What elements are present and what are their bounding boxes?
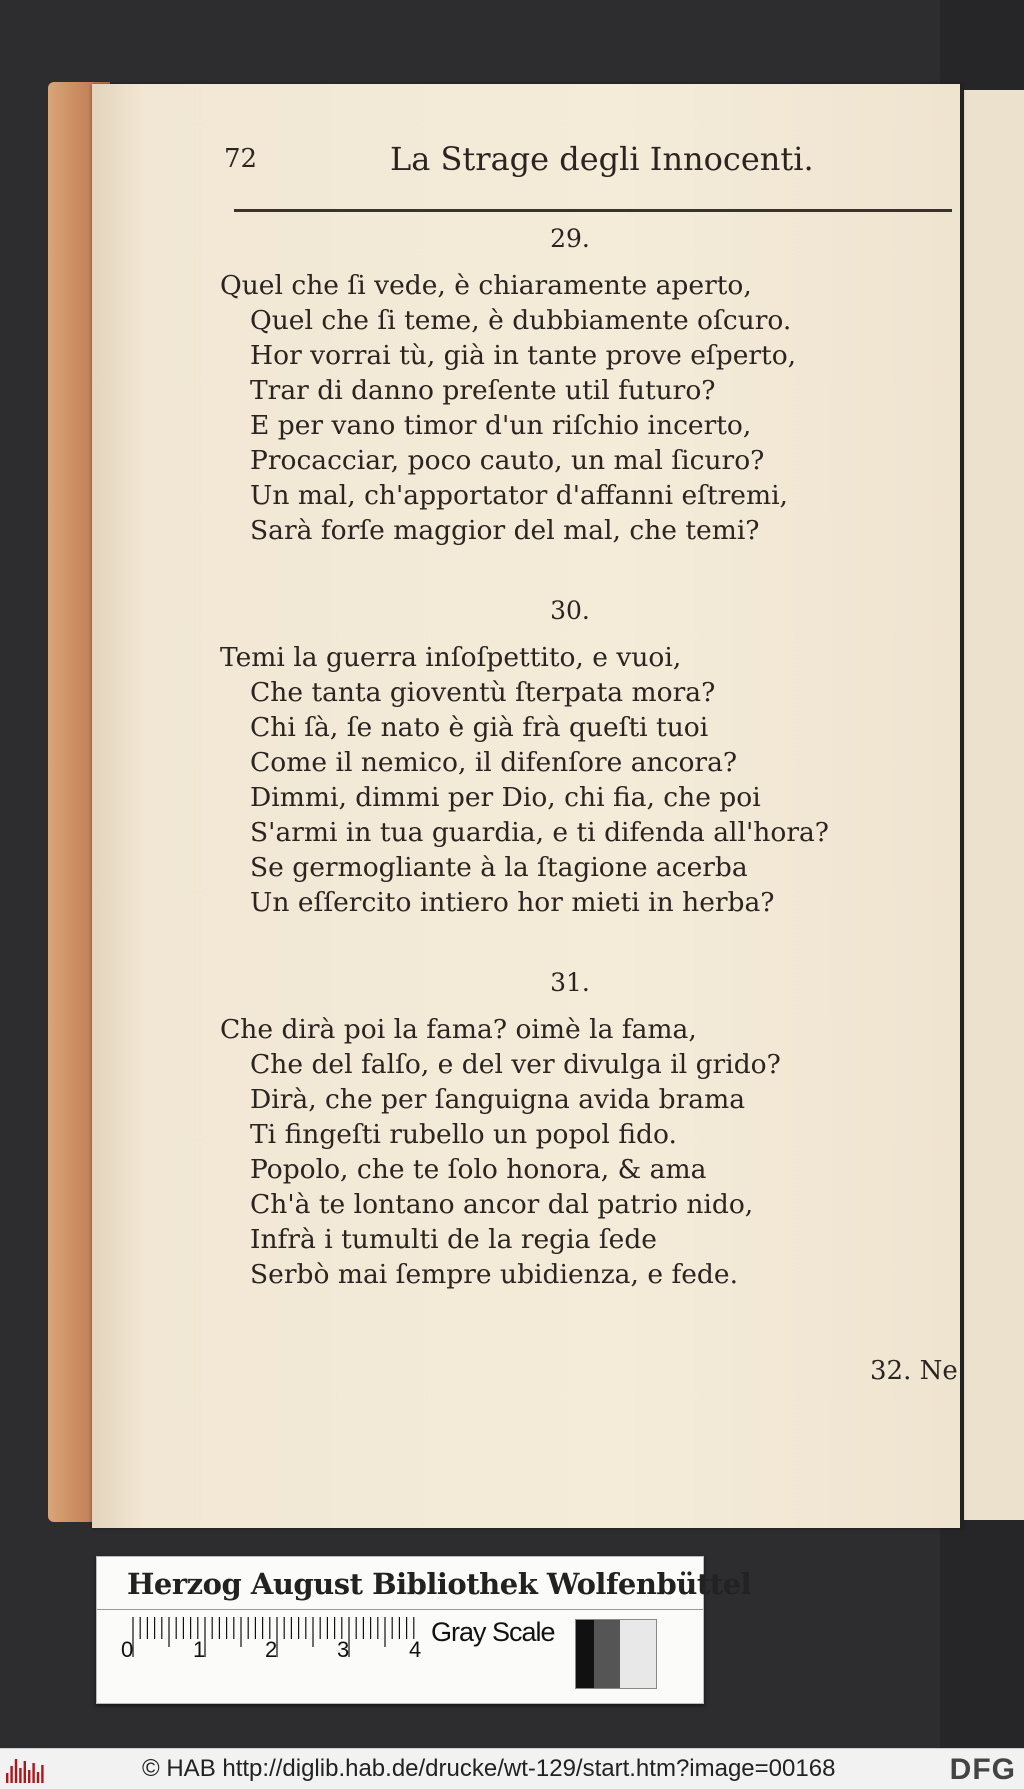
verse-line: Hor vorrai tù, già in tante prove eſperto, — [250, 340, 797, 371]
header-title: La Strage degli Innocenti. — [390, 140, 814, 178]
stanza-number: 29. — [550, 224, 590, 253]
target-divider — [97, 1609, 703, 1610]
stanza-number: 30. — [550, 596, 590, 625]
header-rule — [234, 209, 952, 212]
verse-line: Chi ſà, ſe nato è già frà queſti tuoi — [250, 712, 709, 743]
hab-logo-bar — [37, 1772, 39, 1783]
verse-line: Dirà, che per ſanguigna avida brama — [250, 1084, 746, 1115]
hab-logo-bar — [10, 1766, 12, 1783]
ruler-label: 2 — [265, 1637, 278, 1662]
verse-line: Un mal, ch'apportator d'affanni eſtremi, — [250, 480, 788, 511]
facing-page-edge — [962, 90, 1024, 1520]
verse-line: Che tanta gioventù ſterpata mora? — [250, 677, 716, 708]
verse-line: Quel che ſi vede, è chiaramente aperto, — [220, 270, 752, 301]
book-gutter — [960, 84, 964, 1528]
verse-line: Trar di danno preſente util futuro? — [250, 375, 716, 406]
verse-line: Sarà forſe maggior del mal, che temi? — [250, 515, 760, 546]
footer-bar — [0, 1748, 1024, 1789]
grayscale-label: Gray Scale — [431, 1617, 555, 1647]
stanza-number: 31. — [550, 968, 590, 997]
verse-line: Ch'à te lontano ancor dal patrio nido, — [250, 1189, 754, 1220]
catchword: 32. Ne — [870, 1356, 958, 1386]
hab-logo-bar — [24, 1761, 26, 1783]
hab-logo-bar — [28, 1770, 30, 1783]
footer-url[interactable]: © HAB http://diglib.hab.de/drucke/wt-129/start.htm?image=00168 — [142, 1755, 836, 1782]
book-page — [92, 84, 962, 1528]
verse-line: Dimmi, dimmi per Dio, chi fia, che poi — [250, 782, 761, 813]
verse-line: Che del falſo, e del ver divulga il grido? — [250, 1049, 781, 1080]
hab-logo-bar — [32, 1763, 34, 1783]
ruler-label: 1 — [193, 1637, 206, 1662]
verse-line: Procacciar, poco cauto, un mal ſicuro? — [250, 445, 765, 476]
hab-logo-bar — [41, 1765, 43, 1783]
verse-line: Se germogliante à la ſtagione acerba — [250, 852, 748, 883]
verse-line: Popolo, che te ſolo honora, & ama — [250, 1154, 707, 1185]
ruler-label: 4 — [409, 1637, 422, 1662]
hab-logo-bar — [6, 1773, 8, 1783]
hab-logo-icon — [4, 1755, 46, 1783]
hab-logo-bar — [19, 1768, 21, 1783]
verse-line: Serbò mai ſempre ubidienza, e fede. — [250, 1259, 738, 1290]
ruler-label: 3 — [337, 1637, 350, 1662]
verse-line: Temi la guerra inſoſpettito, e vuoi, — [220, 642, 682, 673]
verse-line: Infrà i tumulti de la regia ſede — [250, 1224, 657, 1255]
grayscale-patches — [575, 1619, 657, 1689]
ruler-label: 0 — [121, 1637, 134, 1662]
verse-line: Un eſſercito intiero hor mieti in herba? — [250, 887, 775, 918]
gray-patch — [576, 1620, 594, 1688]
page-number: 72 — [224, 144, 258, 174]
gray-patch — [594, 1620, 620, 1688]
hab-logo-bar — [15, 1759, 17, 1783]
verse-line: Come il nemico, il difenſore ancora? — [250, 747, 738, 778]
verse-line: Ti fingeſti rubello un popol fido. — [250, 1119, 677, 1150]
running-head — [92, 140, 962, 194]
verse-line: Quel che ſi teme, è dubbiamente oſcuro. — [250, 305, 792, 336]
verse-line: Che dirà poi la fama? oimè la fama, — [220, 1014, 697, 1045]
verse-line: E per vano timor d'un riſchio incerto, — [250, 410, 752, 441]
dfg-logo: DFG — [949, 1753, 1016, 1786]
library-name: Herzog August Bibliothek Wolfenbüttel — [127, 1567, 752, 1601]
gray-patch — [620, 1620, 656, 1688]
verse-line: S'armi in tua guardia, e ti difenda all'hora? — [250, 817, 829, 848]
color-target-card — [96, 1556, 752, 1704]
